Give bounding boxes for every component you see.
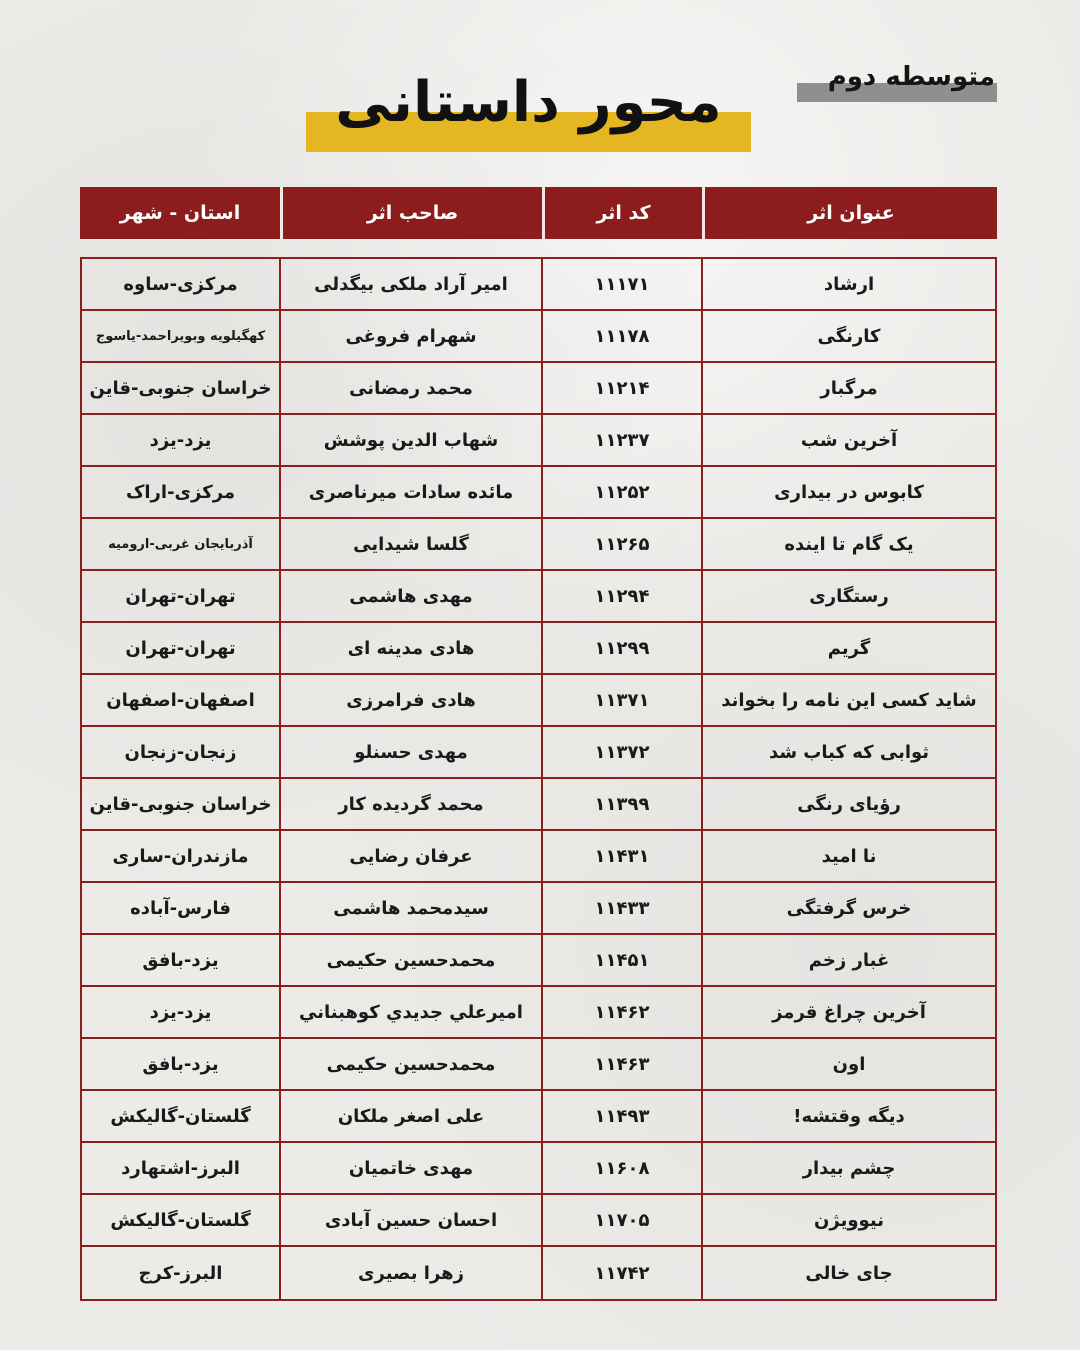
cell-code: ۱۱۷۰۵ xyxy=(541,1195,701,1245)
cell-province: اصفهان-اصفهان xyxy=(106,689,255,711)
cell-code: ۱۱۴۶۳ xyxy=(541,1039,701,1089)
cell-code: ۱۱۴۳۳ xyxy=(541,883,701,933)
table-row xyxy=(82,571,995,623)
cell-author: گلسا شیدایی xyxy=(279,519,541,569)
cell-province: البرز-کرج xyxy=(138,1262,223,1284)
cell-province: تهران-تهران xyxy=(125,585,236,607)
cell-title: یک گام تا اینده xyxy=(701,519,995,569)
cell-title: آخرین شب xyxy=(701,415,995,465)
cell-province: خراسان جنوبی-قاین xyxy=(89,377,272,399)
cell-title: چشم بیدار xyxy=(701,1143,995,1193)
cell-title: شاید کسی این نامه را بخواند xyxy=(701,675,995,725)
cell-author: مهدی خاتمیان xyxy=(279,1143,541,1193)
cell-code: ۱۱۳۷۱ xyxy=(541,675,701,725)
cell-province: کهگیلویه وبویراحمد-یاسوج xyxy=(95,328,266,344)
cell-title: اون xyxy=(701,1039,995,1089)
cell-title: نا امید xyxy=(701,831,995,881)
cell-code: ۱۱۶۰۸ xyxy=(541,1143,701,1193)
table-row xyxy=(82,1091,995,1143)
cell-code: ۱۱۴۳۱ xyxy=(541,831,701,881)
cell-province: البرز-اشتهارد xyxy=(121,1157,240,1179)
cell-code: ۱۱۲۹۹ xyxy=(541,623,701,673)
table-row xyxy=(82,883,995,935)
cell-author: مائده سادات میرناصری xyxy=(279,467,541,517)
table-row xyxy=(82,987,995,1039)
table-row xyxy=(82,415,995,467)
table-header xyxy=(80,187,997,239)
cell-province: گلستان-گالیکش xyxy=(110,1209,251,1231)
table-row xyxy=(82,1195,995,1247)
header-title: عنوان اثر xyxy=(702,187,997,239)
cell-province: آذربایجان غربی-ارومیه xyxy=(108,536,253,552)
cell-title: غبار زخم xyxy=(701,935,995,985)
cell-author: امیر آراد ملکی بیگدلی xyxy=(279,259,541,309)
results-table xyxy=(80,257,997,1301)
header-code: کد اثر xyxy=(542,187,702,239)
table-row xyxy=(82,311,995,363)
cell-province: فارس-آباده xyxy=(130,897,231,919)
cell-author: هادی مدینه ای xyxy=(279,623,541,673)
page-title: محور داستانی xyxy=(335,70,722,135)
cell-author: زهرا بصیری xyxy=(279,1247,541,1299)
cell-author: شهرام فروغی xyxy=(279,311,541,361)
cell-code: ۱۱۴۶۲ xyxy=(541,987,701,1037)
table-row xyxy=(82,1039,995,1091)
cell-author: محمد گردیده کار xyxy=(279,779,541,829)
cell-title: رستگاری xyxy=(701,571,995,621)
cell-title: دیگه وقتشه! xyxy=(701,1091,995,1141)
cell-author: اميرعلي جديدي كوهبناني xyxy=(279,987,541,1037)
table-row xyxy=(82,623,995,675)
cell-title: نیوویژن xyxy=(701,1195,995,1245)
cell-province: یزد-بافق xyxy=(142,949,219,971)
cell-province: یزد-یزد xyxy=(149,1001,212,1023)
cell-title: مرگبار xyxy=(701,363,995,413)
table-row xyxy=(82,363,995,415)
cell-code: ۱۱۳۹۹ xyxy=(541,779,701,829)
cell-code: ۱۱۲۶۵ xyxy=(541,519,701,569)
cell-province: تهران-تهران xyxy=(125,637,236,659)
cell-title: کابوس در بیداری xyxy=(701,467,995,517)
cell-province: گلستان-گالیکش xyxy=(110,1105,251,1127)
cell-author: هادی فرامرزی xyxy=(279,675,541,725)
cell-author: عرفان رضایی xyxy=(279,831,541,881)
cell-author: مهدی هاشمی xyxy=(279,571,541,621)
cell-province: یزد-بافق xyxy=(142,1053,219,1075)
cell-province: مرکزی-ساوه xyxy=(123,273,238,295)
cell-province: مازندران-ساری xyxy=(112,845,249,867)
cell-author: احسان حسین آبادی xyxy=(279,1195,541,1245)
cell-author: محمدحسین حکیمی xyxy=(279,935,541,985)
cell-author: محمد رمضانی xyxy=(279,363,541,413)
cell-author: سیدمحمد هاشمی xyxy=(279,883,541,933)
header-province: استان - شهر xyxy=(80,187,280,239)
cell-title: ثوابی که کباب شد xyxy=(701,727,995,777)
table-row xyxy=(82,831,995,883)
cell-code: ۱۱۲۱۴ xyxy=(541,363,701,413)
table-row xyxy=(82,675,995,727)
cell-code: ۱۱۳۷۲ xyxy=(541,727,701,777)
cell-title: رؤیای رنگی xyxy=(701,779,995,829)
cell-code: ۱۱۱۷۱ xyxy=(541,259,701,309)
cell-code: ۱۱۴۵۱ xyxy=(541,935,701,985)
cell-title: ارشاد xyxy=(701,259,995,309)
cell-author: مهدی حسنلو xyxy=(279,727,541,777)
cell-code: ۱۱۱۷۸ xyxy=(541,311,701,361)
grade-label: متوسطه دوم xyxy=(827,62,995,92)
cell-author: علی اصغر ملکان xyxy=(279,1091,541,1141)
cell-title: خرس گرفتگی xyxy=(701,883,995,933)
header-author: صاحب اثر xyxy=(280,187,542,239)
cell-title: آخرین چراغ قرمز xyxy=(701,987,995,1037)
table-row xyxy=(82,259,995,311)
table-row xyxy=(82,779,995,831)
cell-code: ۱۱۷۴۲ xyxy=(541,1247,701,1299)
table-row xyxy=(82,1143,995,1195)
cell-code: ۱۱۴۹۳ xyxy=(541,1091,701,1141)
cell-title: جای خالی xyxy=(701,1247,995,1299)
cell-province: خراسان جنوبی-قاین xyxy=(89,793,272,815)
cell-title: گریم xyxy=(701,623,995,673)
table-row xyxy=(82,467,995,519)
cell-author: محمدحسین حکیمی xyxy=(279,1039,541,1089)
cell-code: ۱۱۲۵۲ xyxy=(541,467,701,517)
cell-province: یزد-یزد xyxy=(149,429,212,451)
table-row xyxy=(82,935,995,987)
cell-author: شهاب الدین پوشش xyxy=(279,415,541,465)
cell-province: زنجان-زنجان xyxy=(124,741,237,763)
cell-title: کارنگی xyxy=(701,311,995,361)
table-row xyxy=(82,519,995,571)
cell-code: ۱۱۲۳۷ xyxy=(541,415,701,465)
table-row xyxy=(82,727,995,779)
cell-province: مرکزی-اراک xyxy=(125,481,236,503)
table-row xyxy=(82,1247,995,1299)
cell-code: ۱۱۲۹۴ xyxy=(541,571,701,621)
